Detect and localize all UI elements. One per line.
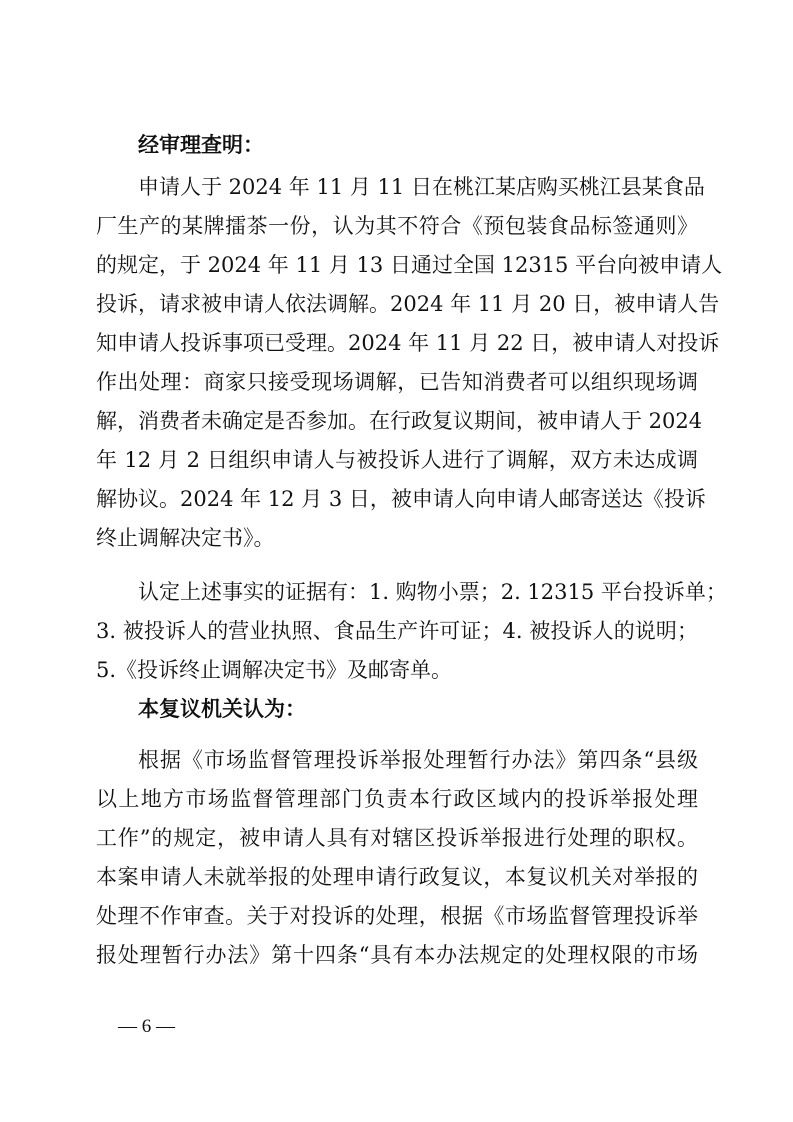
- section-heading-findings: 经审理查明：: [138, 133, 264, 157]
- paragraph-line: 根据《市场监督管理投诉举报处理暂行办法》第四条“县级: [138, 748, 698, 772]
- paragraph-line: 作出处理：商家只接受现场调解，已告知消费者可以组织现场调: [96, 370, 698, 394]
- paragraph-line: 5.《投诉终止调解决定书》及邮寄单。: [96, 658, 453, 682]
- section-heading-opinion: 本复议机关认为：: [138, 697, 306, 721]
- paragraph-line: 知申请人投诉事项已受理。2024 年 11 月 22 日，被申请人对投诉: [96, 331, 720, 355]
- paragraph-line: 投诉，请求被申请人依法调解。2024 年 11 月 20 日，被申请人告: [96, 292, 720, 316]
- paragraph-line: 报处理暂行办法》第十四条“具有本办法规定的处理权限的市场: [96, 943, 698, 967]
- paragraph-line: 厂生产的某牌擂茶一份，认为其不符合《预包装食品标签通则》: [96, 214, 698, 238]
- paragraph-line: 本案申请人未就举报的处理申请行政复议，本复议机关对举报的: [96, 865, 698, 889]
- paragraph-line: 工作”的规定，被申请人具有对辖区投诉举报进行处理的职权。: [96, 826, 698, 850]
- paragraph-line: 年 12 月 2 日组织申请人与被投诉人进行了调解，双方未达成调: [96, 448, 698, 472]
- paragraph-line: 终止调解决定书》。: [96, 526, 275, 550]
- paragraph-line: 认定上述事实的证据有：1. 购物小票；2. 12315 平台投诉单；: [138, 580, 727, 604]
- paragraph-line: 以上地方市场监督管理部门负责本行政区域内的投诉举报处理: [96, 787, 698, 811]
- paragraph-line: 解协议。2024 年 12 月 3 日，被申请人向申请人邮寄送达《投诉: [96, 487, 706, 511]
- paragraph-line: 3. 被投诉人的营业执照、食品生产许可证；4. 被投诉人的说明；: [96, 619, 698, 643]
- paragraph-line: 解，消费者未确定是否参加。在行政复议期间，被申请人于 2024: [96, 409, 703, 433]
- paragraph-line: 申请人于 2024 年 11 月 11 日在桃江某店购买桃江县某食品: [138, 175, 705, 199]
- page-number: — 6 —: [118, 1016, 175, 1037]
- paragraph-line: 的规定，于 2024 年 11 月 13 日通过全国 12315 平台向被申请人: [96, 253, 723, 277]
- paragraph-line: 处理不作审查。关于对投诉的处理，根据《市场监督管理投诉举: [96, 904, 698, 928]
